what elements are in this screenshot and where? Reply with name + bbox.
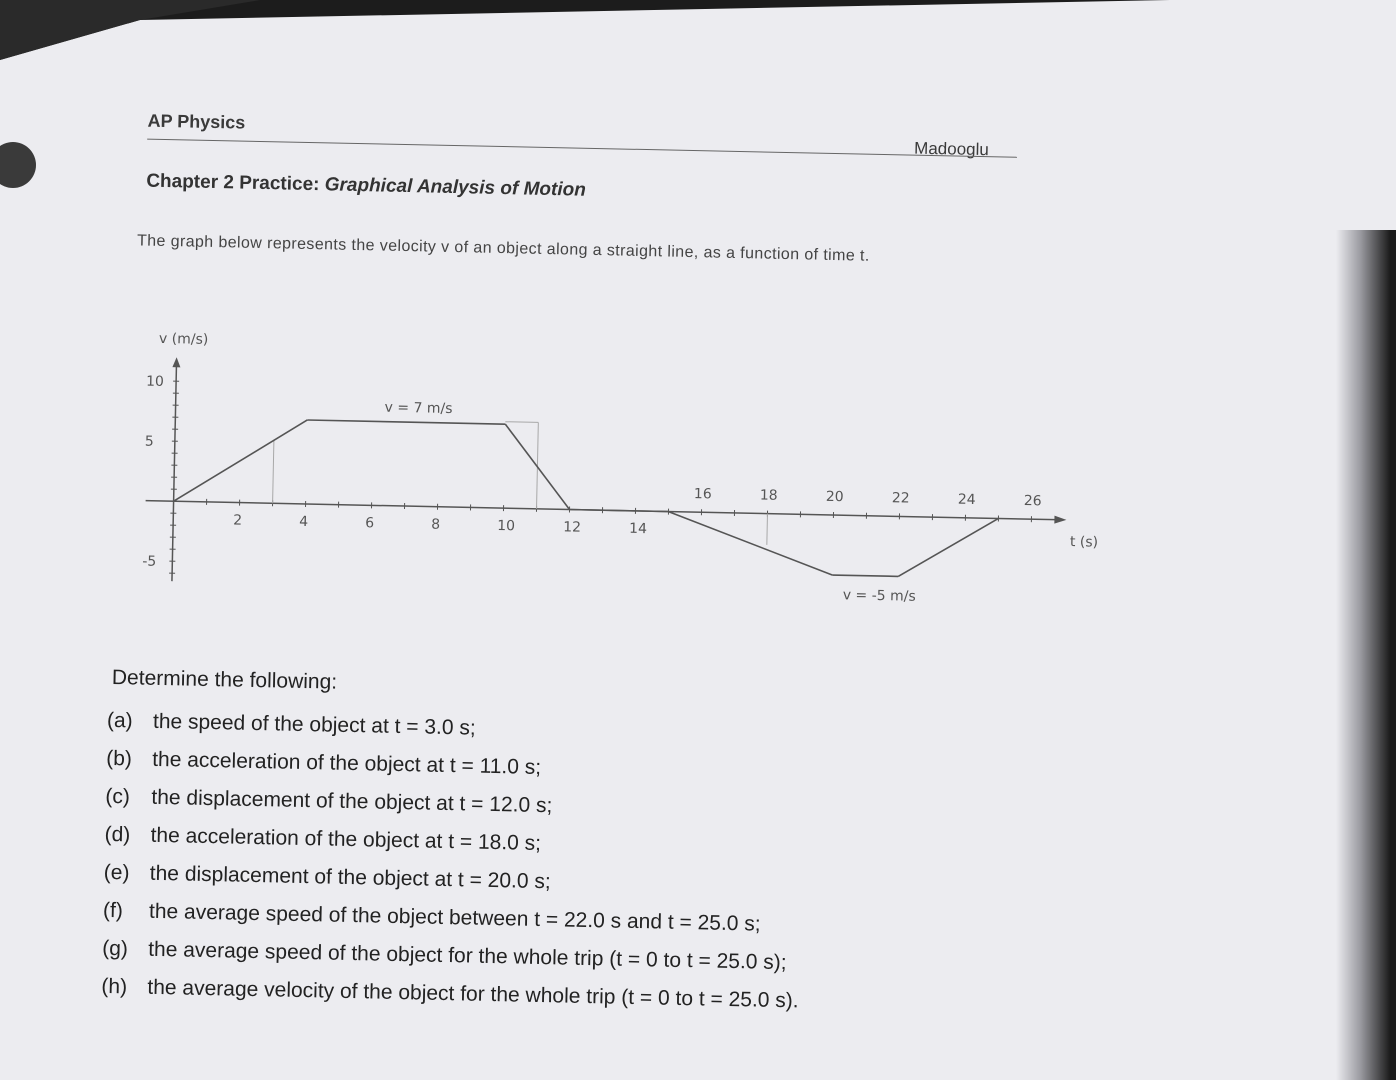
guide-line <box>273 440 274 504</box>
course-title: AP Physics <box>147 110 246 133</box>
ticks <box>169 381 1034 591</box>
question-letter: (d) <box>104 822 131 847</box>
question-text: the acceleration of the object at t = 11.0 s; <box>151 747 542 779</box>
x-tick-label: 18 <box>759 487 778 504</box>
header-rule <box>147 139 1017 158</box>
chapter-label: Chapter 2 Practice: <box>146 170 320 196</box>
x-tick-label: 6 <box>365 515 375 532</box>
area-guides <box>272 417 769 545</box>
question-text: the average velocity of the object for the whole trip (t = 0 to t = 25.0 s). <box>147 975 799 1013</box>
series-segment <box>898 516 998 578</box>
series-segment <box>570 510 669 512</box>
x-tick-label: 20 <box>825 488 844 506</box>
x-tick-label: 10 <box>496 517 516 535</box>
x-tick-label: 24 <box>957 491 976 509</box>
chapter-topic: Graphical Analysis of Motion <box>324 174 587 201</box>
chapter-heading <box>146 171 586 202</box>
question-letter: (e) <box>103 860 130 885</box>
tick-labels <box>142 374 1044 589</box>
guide-line <box>767 514 768 545</box>
question-text: the average speed of the object between t = 22.0 s and t = 25.0 s; <box>148 899 761 936</box>
page-edge-shadow <box>1336 230 1396 1080</box>
intro-text: The graph below represents the velocity v of an object along a straight line, as a function of time t. <box>136 232 870 265</box>
series-segment <box>307 420 505 424</box>
series <box>172 417 1000 578</box>
axes <box>144 357 1069 600</box>
question-text: the displacement of the object at t = 20.0 s; <box>149 861 551 894</box>
velocity-annotation: v = 7 m/s <box>384 399 453 418</box>
question-letter: (c) <box>105 784 131 809</box>
question-text: the displacement of the object at t = 12.0 s; <box>151 785 553 818</box>
y-axis-arrow <box>172 357 180 367</box>
guide-line <box>505 422 538 423</box>
question-letter: (f) <box>102 898 124 923</box>
question-letter: (g) <box>101 936 129 961</box>
questions-heading: Determine the following: <box>111 665 338 694</box>
question-letter: (b) <box>105 746 133 771</box>
y-tick-label: -5 <box>142 553 157 570</box>
x-tick-label: 22 <box>891 490 910 507</box>
y-tick-label: 10 <box>145 373 165 390</box>
worksheet-content <box>100 100 1099 1059</box>
x-tick-label: 12 <box>562 519 582 536</box>
x-axis-label: t (s) <box>1069 533 1099 551</box>
x-tick-label: 2 <box>233 512 243 529</box>
question-text: the speed of the object at t = 3.0 s; <box>152 709 476 740</box>
x-tick-label: 14 <box>628 520 648 538</box>
velocity-time-graph <box>108 282 1099 682</box>
y-axis-label: v (m/s) <box>158 330 209 348</box>
x-tick-label: 4 <box>299 513 309 531</box>
questions-section <box>101 666 1028 1025</box>
y-axis <box>172 361 177 581</box>
teacher-name: Madooglu <box>913 138 990 160</box>
x-tick-label: 8 <box>431 516 441 533</box>
question-text: the average speed of the object for the whole trip (t = 0 to t = 25.0 s); <box>147 937 787 975</box>
question-letter: (a) <box>106 708 133 733</box>
question-text: the acceleration of the object at t = 18.0 s; <box>150 823 542 855</box>
series-segment <box>504 424 572 509</box>
x-tick-label: 16 <box>693 486 712 503</box>
x-axis-arrow <box>1054 516 1066 524</box>
question-letter: (h) <box>101 974 128 999</box>
questions-list <box>101 702 1027 1025</box>
x-tick-label: 26 <box>1023 493 1042 510</box>
series-segment <box>832 575 898 576</box>
series-segment <box>667 512 833 575</box>
velocity-annotation: v = -5 m/s <box>842 587 916 605</box>
series-segment <box>174 417 308 504</box>
y-tick-label: 5 <box>144 433 154 450</box>
